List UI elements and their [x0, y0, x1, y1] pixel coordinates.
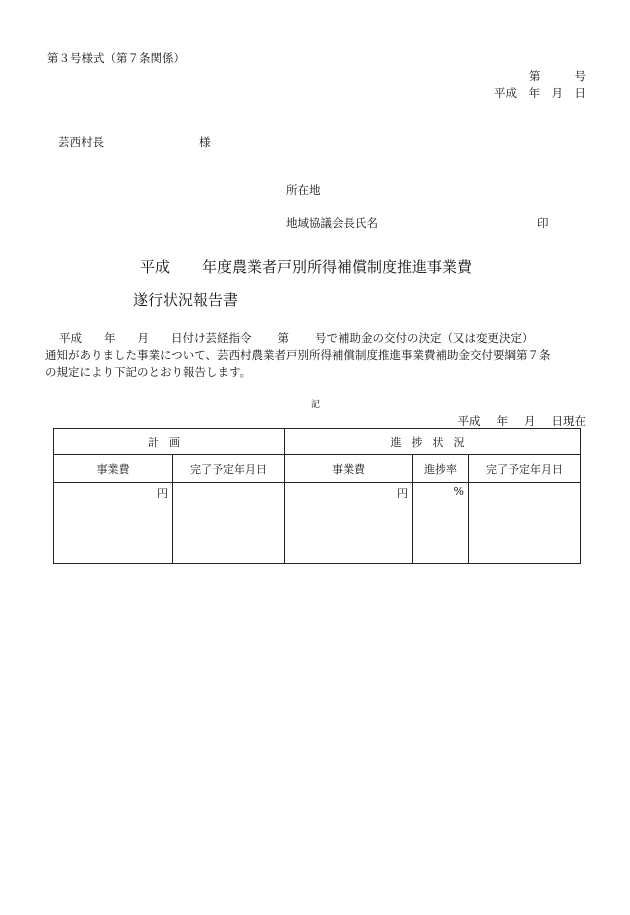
col-progress-rate: 進捗率	[413, 455, 469, 483]
doc-number-suffix: 号	[574, 69, 586, 83]
document-date: 平成 年 月 日	[494, 86, 586, 100]
body-era: 平成	[59, 331, 82, 345]
form-number: 第３号様式（第７条関係）	[47, 51, 185, 65]
cell-progress-completion-date[interactable]	[469, 483, 581, 564]
as-of-date	[458, 413, 587, 429]
recipient-line	[58, 134, 211, 150]
body-no-prefix: 第	[277, 331, 289, 345]
cell-plan-completion-date[interactable]	[173, 483, 285, 564]
group-plan-header: 計画	[54, 429, 285, 455]
as-of-era: 平成	[457, 414, 481, 428]
title-era: 平成	[140, 258, 171, 276]
as-of-year: 年	[496, 414, 508, 428]
table-row	[54, 483, 581, 564]
progress-report-table	[53, 428, 581, 564]
cell-progress-cost[interactable]	[285, 483, 413, 564]
report-title-line2: 遂行状況報告書	[133, 291, 239, 309]
body-line-3: の規定により下記のとおり報告します。	[45, 365, 252, 379]
unit-percent: %	[453, 485, 464, 498]
unit-yen: 円	[397, 487, 408, 500]
sender-address-label: 所在地	[286, 183, 321, 197]
recipient-honorific: 様	[199, 135, 211, 149]
unit-yen: 円	[157, 487, 168, 500]
body-rest-line1: 号で補助金の交付の決定（又は変更決定）	[315, 331, 534, 345]
doc-number-prefix: 第	[529, 69, 541, 83]
document-number-line	[529, 68, 586, 84]
col-plan-completion-date: 完了予定年月日	[173, 455, 285, 483]
cell-plan-cost[interactable]	[54, 483, 173, 564]
body-line-1	[45, 330, 551, 347]
sender-name-label: 地域協議会長氏名	[286, 216, 378, 230]
cell-progress-rate[interactable]	[413, 483, 469, 564]
body-paragraph	[45, 330, 551, 381]
table-column-header	[54, 455, 581, 483]
col-plan-cost: 事業費	[54, 455, 173, 483]
col-progress-cost: 事業費	[285, 455, 413, 483]
note-mark: 記	[311, 400, 321, 410]
as-of-suffix: 日現在	[551, 414, 586, 428]
col-progress-completion-date: 完了予定年月日	[469, 455, 581, 483]
body-line-2: 通知がありました事業について、芸西村農業者戸別所得補償制度推進事業費補助金交付要綱第７条	[45, 348, 551, 362]
as-of-month: 月	[524, 414, 536, 428]
group-progress-header: 進捗状況	[285, 429, 581, 455]
body-day-instruction: 日付け芸経指令	[171, 331, 252, 345]
table-group-header	[54, 429, 581, 455]
title-text: 年度農業者戸別所得補償制度推進事業費	[202, 258, 473, 276]
body-year: 年	[104, 331, 116, 345]
seal-mark: 印	[537, 216, 549, 230]
body-month: 月	[137, 331, 149, 345]
recipient-name: 芸西村長	[58, 135, 104, 149]
report-title-line1	[140, 256, 472, 277]
